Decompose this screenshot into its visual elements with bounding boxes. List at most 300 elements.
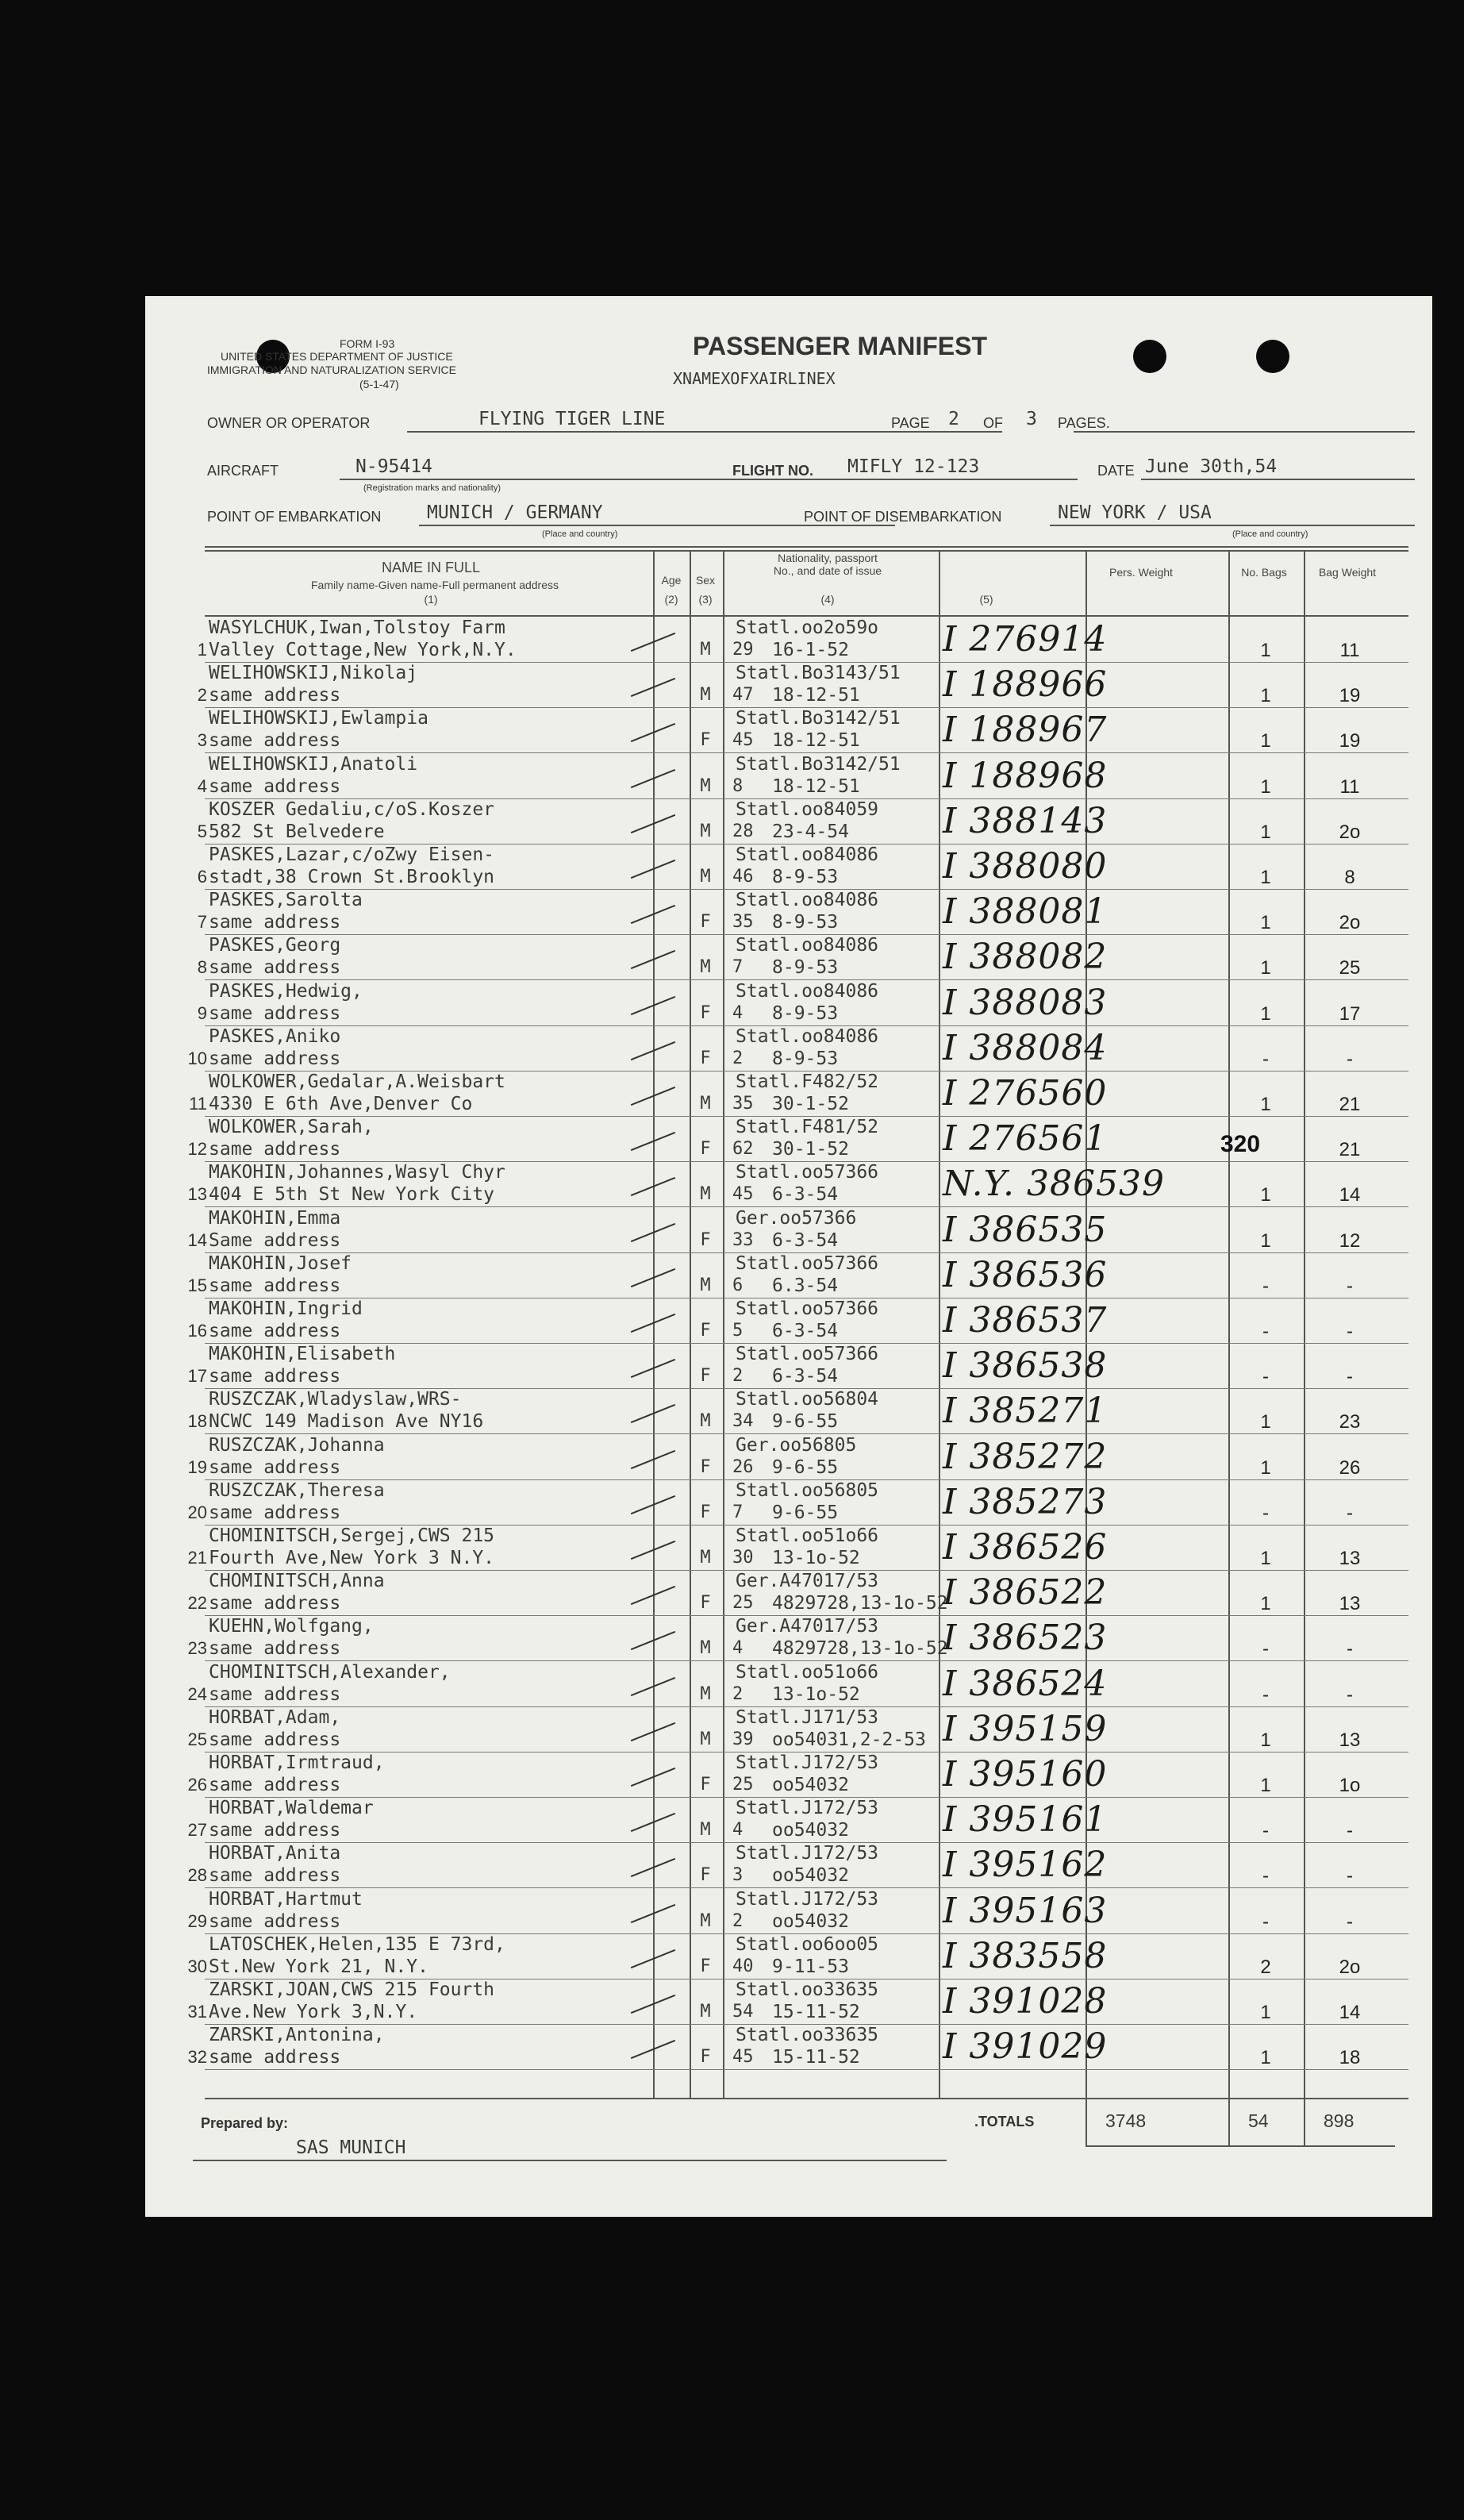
row-number: 29 <box>187 1910 207 1931</box>
passenger-age: 8 <box>732 775 744 796</box>
passenger-sex: M <box>700 1275 711 1295</box>
row-number: 18 <box>187 1411 207 1432</box>
passport-issuer: Statl.J172/53 <box>736 1843 879 1864</box>
passenger-address: same address <box>209 1638 341 1660</box>
passenger-sex: F <box>700 1002 711 1023</box>
bag-weight: 25 <box>1339 957 1361 979</box>
passport-date: oo54032 <box>772 1865 849 1887</box>
col-weight: Pers. Weight <box>1109 566 1173 579</box>
bag-count: - <box>1262 1321 1269 1342</box>
handwritten-entry: I 386526 <box>943 1527 1108 1568</box>
row-number: 10 <box>187 1048 207 1068</box>
row-number: 2 <box>197 685 207 706</box>
bag-weight: - <box>1347 1048 1353 1070</box>
row-number: 22 <box>187 1593 207 1614</box>
passenger-sex: F <box>700 1775 711 1795</box>
passenger-address: 4330 E 6th Ave,Denver Co <box>209 1094 473 1114</box>
check-mark <box>631 1858 675 1877</box>
passenger-address: same address <box>209 1275 341 1296</box>
row-number: 23 <box>187 1638 207 1659</box>
passport-issuer: Statl.F482/52 <box>736 1071 879 1092</box>
passenger-age: 29 <box>732 640 754 660</box>
owner-label: OWNER OR OPERATOR <box>207 415 371 431</box>
handwritten-entry: I 188968 <box>943 755 1108 796</box>
handwritten-entry: I 386536 <box>943 1254 1108 1295</box>
totals-weight: 3748 <box>1105 2110 1147 2131</box>
form-date: (5-1-47) <box>359 378 399 391</box>
bag-weight: 26 <box>1339 1456 1361 1479</box>
bag-weight: 18 <box>1339 2047 1361 2069</box>
bag-weight: - <box>1347 1910 1353 1933</box>
embark-value: MUNICH / GERMANY <box>427 502 603 523</box>
check-mark <box>631 1768 675 1787</box>
passenger-name: CHOMINITSCH,Anna <box>209 1571 385 1592</box>
bag-count: 1 <box>1260 1729 1271 1751</box>
handwritten-entry: I 395161 <box>943 1799 1108 1841</box>
handwritten-entry: I 388081 <box>943 891 1108 933</box>
check-mark <box>631 1268 675 1287</box>
table-row <box>145 1162 1432 1207</box>
handwritten-entry: I 391029 <box>943 2026 1108 2068</box>
passenger-age: 39 <box>732 1729 754 1749</box>
aircraft-note: (Registration marks and nationality) <box>363 483 501 493</box>
passenger-age: 54 <box>732 2002 754 2022</box>
handwritten-entry: I 391028 <box>943 1981 1108 2022</box>
flight-value: MIFLY 12-123 <box>847 456 980 477</box>
table-row <box>145 663 1432 708</box>
passenger-age: 45 <box>732 1184 754 1205</box>
check-mark <box>631 633 675 652</box>
passenger-address: St.New York 21, N.Y. <box>209 1956 428 1977</box>
passenger-sex: M <box>700 1638 711 1659</box>
passenger-name: MAKOHIN,Ingrid <box>209 1298 363 1319</box>
aircraft-label: AIRCRAFT <box>207 463 279 479</box>
table-row <box>145 754 1432 799</box>
passenger-sex: F <box>700 1048 711 1068</box>
bag-count: - <box>1262 1683 1269 1706</box>
table-row <box>145 1889 1432 1934</box>
passenger-sex: M <box>700 1820 711 1841</box>
bag-weight: 21 <box>1339 1139 1361 1161</box>
table-row <box>145 1480 1432 1525</box>
passenger-age: 62 <box>732 1139 754 1160</box>
bag-count: 1 <box>1260 685 1271 707</box>
passport-issuer: Statl.oo57366 <box>736 1162 879 1183</box>
bag-count: 1 <box>1260 867 1271 888</box>
col-bags: No. Bags <box>1241 566 1287 579</box>
passenger-address: same address <box>209 1910 341 1932</box>
handwritten-entry: I 388082 <box>943 937 1108 978</box>
passenger-age: 30 <box>732 1548 754 1568</box>
table-row <box>145 1979 1432 2025</box>
bag-weight: 2o <box>1339 1956 1361 1978</box>
passenger-age: 6 <box>732 1275 744 1295</box>
check-mark <box>631 1631 675 1650</box>
row-number: 16 <box>187 1321 207 1341</box>
check-mark <box>631 1676 675 1695</box>
col-name-num: (1) <box>424 593 438 606</box>
passenger-age: 33 <box>732 1229 754 1250</box>
passport-issuer: Ger.A47017/53 <box>736 1571 879 1592</box>
prepared-value: SAS MUNICH <box>296 2137 406 2158</box>
bag-count: 1 <box>1260 1002 1271 1025</box>
table-row <box>145 1843 1432 1888</box>
passenger-sex: F <box>700 1865 711 1886</box>
bag-count: 1 <box>1260 2002 1271 2023</box>
passport-issuer: Ger.oo57366 <box>736 1207 857 1229</box>
passenger-sex: M <box>700 1729 711 1749</box>
passenger-name: RUSZCZAK,Wladyslaw,WRS- <box>209 1389 462 1410</box>
table-row <box>145 1435 1432 1480</box>
row-number: 21 <box>187 1548 207 1568</box>
check-mark <box>631 1041 675 1060</box>
bag-weight: 2o <box>1339 821 1361 843</box>
table-row <box>145 1571 1432 1616</box>
bag-count: - <box>1262 1275 1269 1297</box>
passenger-name: WELIHOWSKIJ,Nikolaj <box>209 663 418 684</box>
check-mark <box>631 1813 675 1832</box>
weight-stamp: 320 <box>1220 1131 1261 1157</box>
row-number: 24 <box>187 1683 207 1704</box>
check-mark <box>631 1949 675 1968</box>
passenger-name: LATOSCHEK,Helen,135 E 73rd, <box>209 1933 505 1955</box>
passenger-sex: M <box>700 1548 711 1568</box>
check-mark <box>631 1903 675 1922</box>
bag-count: 1 <box>1260 2047 1271 2069</box>
passenger-age: 45 <box>732 730 754 751</box>
passport-date: 8-9-53 <box>772 1048 839 1069</box>
airline-placeholder: XNAMEXOFXAIRLINEX <box>673 369 836 388</box>
passenger-age: 35 <box>732 912 754 933</box>
row-number: 4 <box>197 775 207 796</box>
passenger-sex: M <box>700 867 711 887</box>
date-label: DATE <box>1097 463 1135 479</box>
disembark-label: POINT OF DISEMBARKATION <box>804 509 1002 525</box>
bag-weight: 13 <box>1339 1548 1361 1569</box>
of-label: OF <box>983 415 1003 431</box>
passenger-age: 2 <box>732 1683 744 1704</box>
check-mark <box>631 1177 675 1196</box>
passenger-name: PASKES,Hedwig, <box>209 980 363 1002</box>
check-mark <box>631 1087 675 1106</box>
passenger-address: Valley Cottage,New York,N.Y. <box>209 640 517 660</box>
check-mark <box>631 2040 675 2059</box>
passenger-sex: M <box>700 1184 711 1205</box>
passenger-address: 404 E 5th St New York City <box>209 1184 495 1206</box>
passenger-address: same address <box>209 1321 341 1341</box>
passenger-address: same address <box>209 775 341 797</box>
table-row <box>145 1525 1432 1571</box>
bag-weight: - <box>1347 1638 1353 1660</box>
owner-value: FLYING TIGER LINE <box>478 409 666 429</box>
passenger-sex: F <box>700 912 711 933</box>
passport-issuer: Statl.J172/53 <box>736 1798 879 1819</box>
bag-weight: - <box>1347 1275 1353 1297</box>
row-number: 12 <box>187 1139 207 1160</box>
passport-date: 8-9-53 <box>772 912 839 933</box>
row-number: 15 <box>187 1275 207 1295</box>
bag-weight: 17 <box>1339 1002 1361 1025</box>
passenger-address: Ave.New York 3,N.Y. <box>209 2002 418 2022</box>
passport-issuer: Statl.oo84059 <box>736 798 879 820</box>
row-number: 30 <box>187 1956 207 1976</box>
table-row <box>145 1752 1432 1798</box>
passenger-age: 2 <box>732 1048 744 1068</box>
passport-date: 13-1o-52 <box>772 1548 860 1568</box>
passport-issuer: Statl.J171/53 <box>736 1706 879 1728</box>
passport-date: oo54031,2-2-53 <box>772 1729 926 1750</box>
handwritten-entry: I 276914 <box>943 619 1108 660</box>
passport-issuer: Statl.oo84086 <box>736 844 879 865</box>
check-mark <box>631 860 675 879</box>
bag-weight: 2o <box>1339 912 1361 934</box>
handwritten-entry: I 388084 <box>943 1027 1108 1068</box>
table-row <box>145 935 1432 980</box>
passport-date: 18-12-51 <box>772 685 860 706</box>
row-number: 13 <box>187 1184 207 1205</box>
passport-date: 8-9-53 <box>772 957 839 979</box>
passenger-name: PASKES,Lazar,c/oZwy Eisen- <box>209 844 495 865</box>
passenger-name: PASKES,Aniko <box>209 1025 341 1047</box>
passport-issuer: Statl.Bo3142/51 <box>736 753 901 775</box>
passenger-age: 28 <box>732 821 754 841</box>
table-row <box>145 981 1432 1026</box>
row-number: 32 <box>187 2047 207 2068</box>
col-5: (5) <box>979 593 993 606</box>
passenger-name: HORBAT,Waldemar <box>209 1798 374 1819</box>
col-passport: Nationality, passport No., and date of issue <box>773 552 882 577</box>
passenger-name: PASKES,Sarolta <box>209 890 363 911</box>
bag-weight: 11 <box>1339 775 1360 798</box>
disembark-note: (Place and country) <box>1232 529 1308 539</box>
passenger-name: ZARSKI,JOAN,CWS 215 Fourth <box>209 1979 495 2000</box>
row-number: 7 <box>197 912 207 933</box>
passport-issuer: Ger.oo56805 <box>736 1434 857 1456</box>
check-mark <box>631 814 675 833</box>
table-row <box>145 1253 1432 1298</box>
table-row <box>145 1798 1432 1843</box>
bag-weight: - <box>1347 1502 1353 1524</box>
passenger-address: same address <box>209 1593 341 1614</box>
handwritten-entry: I 386538 <box>943 1345 1108 1387</box>
passport-date: 6-3-54 <box>772 1184 839 1206</box>
check-mark <box>631 723 675 742</box>
passport-date: 8-9-53 <box>772 1002 839 1024</box>
row-number: 17 <box>187 1366 207 1387</box>
passport-date: 6-3-54 <box>772 1229 839 1251</box>
col-name-sub: Family name-Given name-Full permanent address <box>310 579 559 591</box>
passport-date: 23-4-54 <box>772 821 849 842</box>
row-number: 8 <box>197 957 207 978</box>
page-label: PAGE <box>891 415 930 431</box>
check-mark <box>631 950 675 969</box>
row-number: 6 <box>197 867 207 887</box>
bag-count: 1 <box>1260 957 1271 979</box>
bag-weight: 1o <box>1339 1775 1361 1796</box>
passport-issuer: Statl.oo84086 <box>736 935 879 956</box>
passenger-address: same address <box>209 1366 341 1387</box>
passenger-sex: F <box>700 2047 711 2068</box>
bag-count: 1 <box>1260 1593 1271 1615</box>
bag-weight: 11 <box>1339 640 1360 661</box>
bag-count: 2 <box>1260 1956 1271 1978</box>
passenger-age: 4 <box>732 1638 744 1659</box>
passenger-name: KUEHN,Wolfgang, <box>209 1616 374 1637</box>
passenger-age: 45 <box>732 2047 754 2068</box>
passenger-age: 25 <box>732 1593 754 1614</box>
check-mark <box>631 1541 675 1560</box>
check-mark <box>631 905 675 924</box>
handwritten-entry: I 386523 <box>943 1618 1108 1659</box>
bag-count: - <box>1262 1910 1269 1933</box>
punch-hole <box>1133 340 1166 373</box>
passenger-sex: M <box>700 1910 711 1931</box>
table-row <box>145 1934 1432 1979</box>
table-row <box>145 1026 1432 1071</box>
passenger-sex: F <box>700 1139 711 1160</box>
passenger-sex: M <box>700 2002 711 2022</box>
passenger-address: stadt,38 Crown St.Brooklyn <box>209 867 495 887</box>
bag-weight: 8 <box>1344 867 1355 888</box>
passenger-name: HORBAT,Irmtraud, <box>209 1752 385 1773</box>
passport-issuer: Statl.F481/52 <box>736 1117 879 1138</box>
bag-weight: 19 <box>1339 685 1361 707</box>
row-number: 5 <box>197 821 207 841</box>
passenger-sex: M <box>700 957 711 978</box>
passport-date: 9-6-55 <box>772 1456 839 1478</box>
col-bagwt: Bag Weight <box>1318 566 1377 579</box>
passport-issuer: Statl.oo57366 <box>736 1252 879 1274</box>
page-total: 3 <box>1026 409 1037 429</box>
passenger-age: 5 <box>732 1321 744 1341</box>
passport-issuer: Statl.oo56805 <box>736 1479 879 1501</box>
passport-issuer: Statl.Bo3143/51 <box>736 663 901 684</box>
bag-count: - <box>1262 1048 1269 1070</box>
table-row <box>145 1662 1432 1707</box>
bag-weight: - <box>1347 1321 1353 1342</box>
check-mark <box>631 1132 675 1151</box>
row-number: 3 <box>197 730 207 751</box>
handwritten-entry: I 395159 <box>943 1708 1108 1749</box>
row-number: 28 <box>187 1865 207 1886</box>
totals-bagwt: 898 <box>1324 2110 1354 2131</box>
passenger-name: WELIHOWSKIJ,Anatoli <box>209 753 418 775</box>
passport-date: oo54032 <box>772 1820 849 1841</box>
table-row <box>145 844 1432 890</box>
passport-issuer: Statl.oo84086 <box>736 890 879 911</box>
check-mark <box>631 1449 675 1468</box>
passenger-sex: F <box>700 1366 711 1387</box>
embark-note: (Place and country) <box>542 529 618 539</box>
bag-count: - <box>1262 1865 1269 1887</box>
bag-weight: 14 <box>1339 2002 1361 2023</box>
passport-date: 15-11-52 <box>772 2002 860 2022</box>
passenger-name: WASYLCHUK,Iwan,Tolstoy Farm <box>209 617 505 638</box>
passport-issuer: Statl.oo33635 <box>736 2025 879 2046</box>
row-number: 25 <box>187 1729 207 1749</box>
passenger-name: RUSZCZAK,Johanna <box>209 1434 385 1456</box>
passenger-sex: M <box>700 1411 711 1432</box>
passenger-address: same address <box>209 912 341 933</box>
passenger-sex: F <box>700 1456 711 1477</box>
passport-issuer: Statl.oo51o66 <box>736 1525 879 1546</box>
table-row <box>145 708 1432 753</box>
handwritten-entry: I 386522 <box>943 1572 1108 1614</box>
passenger-age: 25 <box>732 1775 754 1795</box>
col-passport-num: (4) <box>820 593 835 606</box>
passport-issuer: Statl.oo51o66 <box>736 1661 879 1683</box>
passport-issuer: Statl.oo2o59o <box>736 617 879 638</box>
bag-weight: 21 <box>1339 1094 1361 1115</box>
row-number: 27 <box>187 1820 207 1841</box>
bag-count: 1 <box>1260 1184 1271 1206</box>
passenger-name: CHOMINITSCH,Alexander, <box>209 1661 451 1683</box>
passenger-sex: F <box>700 1321 711 1341</box>
bag-count: 1 <box>1260 912 1271 934</box>
passport-date: oo54032 <box>772 1775 849 1795</box>
check-mark <box>631 1222 675 1241</box>
passenger-age: 3 <box>732 1865 744 1886</box>
passenger-name: WELIHOWSKIJ,Ewlampia <box>209 708 428 729</box>
passport-issuer: Statl.oo6oo05 <box>736 1933 879 1955</box>
check-mark <box>631 1359 675 1378</box>
col-sex-num: (3) <box>698 593 713 606</box>
flight-label: FLIGHT NO. <box>732 463 813 479</box>
passenger-name: ZARSKI,Antonina, <box>209 2025 385 2046</box>
col-sex: Sex <box>695 574 716 587</box>
page-number: 2 <box>948 409 959 429</box>
table-row <box>145 1616 1432 1661</box>
passport-date: 9-11-53 <box>772 1956 849 1977</box>
passenger-age: 7 <box>732 1502 744 1522</box>
bag-count: 1 <box>1260 1411 1271 1433</box>
passport-date: 9-6-55 <box>772 1502 839 1523</box>
passenger-address: same address <box>209 1775 341 1795</box>
col-age-num: (2) <box>664 593 678 606</box>
passenger-address: same address <box>209 1139 341 1160</box>
handwritten-entry: I 383558 <box>943 1935 1108 1976</box>
passport-issuer: Statl.oo57366 <box>736 1298 879 1319</box>
passenger-name: WOLKOWER,Gedalar,A.Weisbart <box>209 1071 505 1092</box>
row-number: 19 <box>187 1456 207 1477</box>
handwritten-entry: I 386537 <box>943 1300 1108 1341</box>
agency-line2: IMMIGRATION AND NATURALIZATION SERVICE <box>207 364 456 376</box>
row-number: 20 <box>187 1502 207 1522</box>
passport-date: 30-1-52 <box>772 1094 849 1114</box>
passport-date: 9-6-55 <box>772 1411 839 1433</box>
table-row <box>145 2025 1432 2070</box>
handwritten-entry: I 188966 <box>943 664 1108 706</box>
passport-issuer: Statl.J172/53 <box>736 1752 879 1773</box>
table-row <box>145 1344 1432 1389</box>
passenger-sex: M <box>700 775 711 796</box>
passenger-age: 40 <box>732 1956 754 1976</box>
passenger-name: MAKOHIN,Josef <box>209 1252 352 1274</box>
passenger-sex: M <box>700 1094 711 1114</box>
passport-date: 6.3-54 <box>772 1275 839 1296</box>
bag-count: 1 <box>1260 1094 1271 1115</box>
passenger-age: 26 <box>732 1456 754 1477</box>
passport-issuer: Statl.Bo3142/51 <box>736 708 901 729</box>
passport-issuer: Statl.oo57366 <box>736 1344 879 1365</box>
bag-weight: - <box>1347 1366 1353 1388</box>
passenger-age: 2 <box>732 1910 744 1931</box>
passport-date: 18-12-51 <box>772 730 860 752</box>
passenger-age: 46 <box>732 867 754 887</box>
handwritten-entry: I 276561 <box>943 1118 1108 1160</box>
passenger-sex: M <box>700 1683 711 1704</box>
passenger-age: 47 <box>732 685 754 706</box>
